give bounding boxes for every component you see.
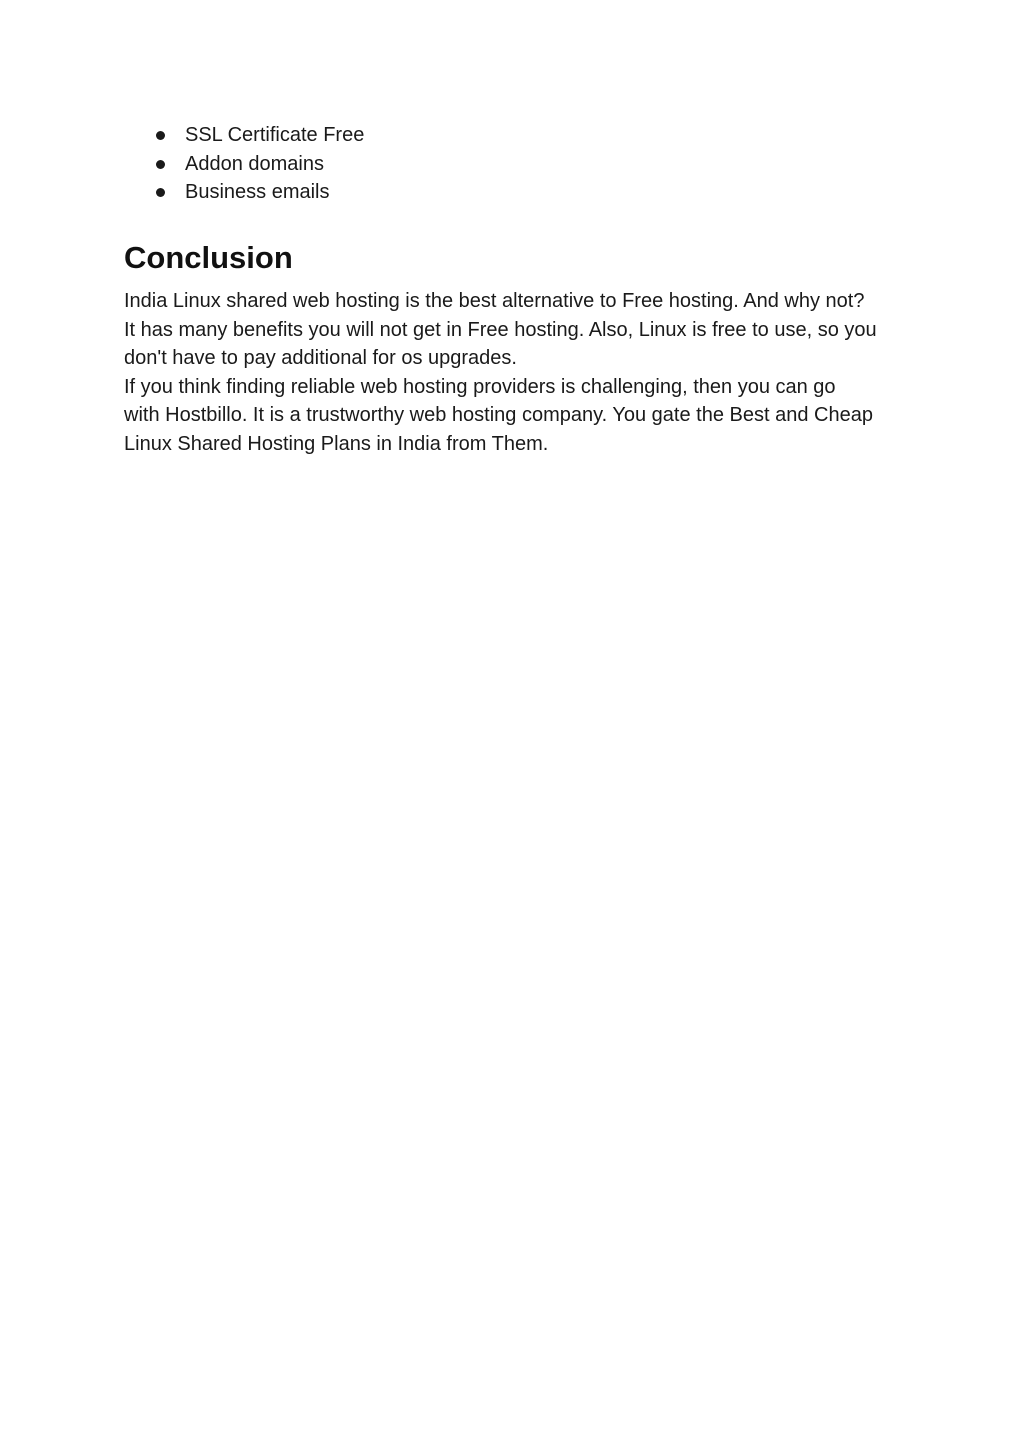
paragraph-line: India Linux shared web hosting is the best alternative to Free hosting. And why not?	[124, 290, 865, 312]
list-item-text: Addon domains	[185, 152, 324, 175]
conclusion-paragraph	[124, 287, 924, 458]
paragraph-line: don't have to pay additional for os upgrades.	[124, 347, 517, 369]
paragraph-line: It has many benefits you will not get in Free hosting. Also, Linux is free to use, so you	[124, 318, 877, 341]
paragraph-line: Linux Shared Hosting Plans in India from Them.	[124, 432, 549, 455]
list-item-text: Business emails	[185, 181, 330, 203]
bullet-icon	[156, 131, 165, 140]
section-heading: Conclusion	[124, 240, 293, 275]
paragraph-line: with Hostbillo. It is a trustworthy web hosting company. You gate the Best and Cheap	[124, 404, 873, 426]
list-item-text: SSL Certificate Free	[185, 124, 365, 146]
bullet-icon	[156, 188, 165, 197]
bullet-icon	[156, 160, 165, 169]
paragraph-line: If you think finding reliable web hosting providers is challenging, then you can go	[124, 375, 836, 398]
